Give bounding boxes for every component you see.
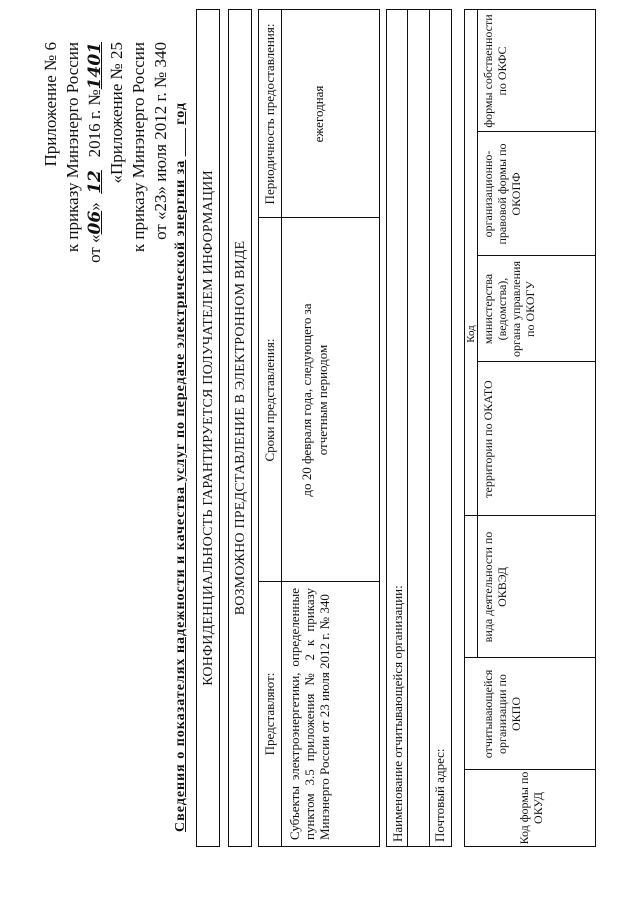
confidentiality-banner: КОНФИДЕНЦИАЛЬНОСТЬ ГАРАНТИРУЕТСЯ ПОЛУЧАТЕЛЕМ ИНФОРМАЦИИ [196,9,220,847]
original-appendix: «Приложение № 25 [107,42,126,184]
code-okpo: отчитывающейся организации по ОКПО [481,669,523,759]
year-blank: ____ [173,128,188,157]
code-okopf: организационно-правовой формы по ОКОПФ [481,143,523,245]
submitters-value: Субъекты электроэнергетики, определенные пунктом 3.5 приложения № 2 к приказу Минэнерго России от 23 июля 2012 г. № 340 [287,588,332,840]
electronic-banner: ВОЗМОЖНО ПРЕДСТАВЛЕНИЕ В ЭЛЕКТРОННОМ ВИДЕ [228,9,252,847]
deadline-value: до 20 февраля года, следующего за отчетным периодом [299,303,330,497]
original-order-date: от «23» июля 2012 г. № 340 [151,42,170,240]
organization-block [386,9,452,847]
deadline-header: Сроки представления: [262,338,277,462]
frequency-header: Периодичность предоставления: [262,23,277,205]
handwritten-month: 12 [85,170,105,194]
codes-table [464,9,596,847]
order-reference: к приказу Минэнерго России [63,42,82,253]
code-okved: вида деятельности по ОКВЭД [481,531,509,643]
postal-address-label: Почтовый адрес: [432,748,447,842]
appendix-number: Приложение № 6 [41,42,60,167]
order-date-line: от «06» 12 2016 г. №1401 [85,42,105,263]
code-header: Код [465,325,477,343]
submitters-header: Представляют: [262,672,277,756]
handwritten-day: 06 [85,210,105,235]
form-code-label: Код формы по ОКУД [517,771,545,845]
code-okato: территории по ОКАТО [481,380,495,498]
original-order-reference: к приказу Минэнерго России [129,42,148,253]
submission-table [258,9,380,847]
form-title [170,87,192,847]
organization-name-label: Наименование отчитывающейся организации: [390,585,405,842]
frequency-value: ежегодная [311,85,326,143]
appendix-header [40,42,172,263]
form-title-text: Сведения о показателях надежности и качества услуг по передаче электрической энергии за [173,159,188,832]
form-title-suffix: год [173,102,188,125]
code-okfs: формы собственности по ОКФС [481,14,509,128]
code-okogu: министерства (ведомства), органа управления по ОКОГУ [481,261,537,357]
handwritten-order-number: 1401 [85,42,105,90]
